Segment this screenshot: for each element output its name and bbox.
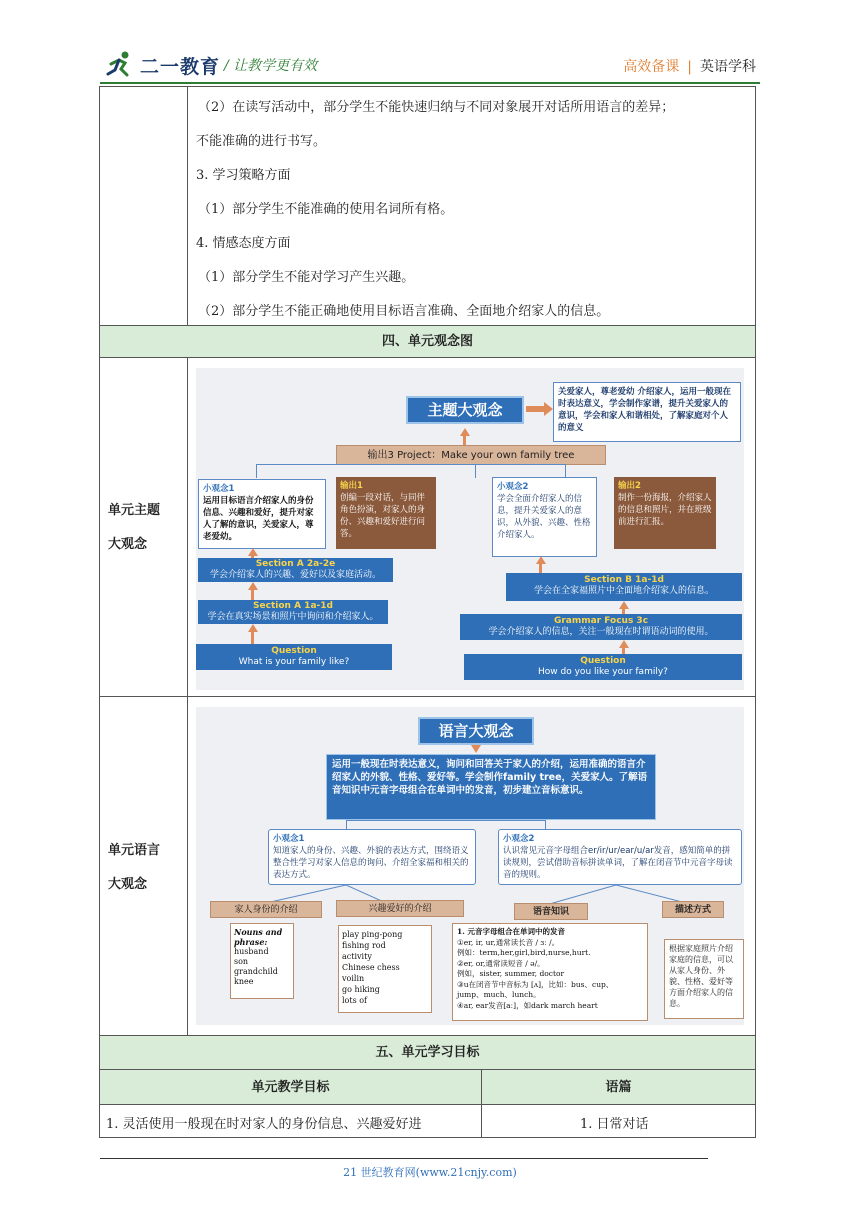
header-subject (623, 56, 756, 76)
phonetics-box (452, 923, 648, 1021)
goals-row1-col1: 1. 灵活使用一般现在时对家人的身份信息、兴趣爱好进 (106, 1117, 422, 1132)
q1-title: Question (271, 646, 317, 656)
secA1-text: 学会在真实场景和照片中询问和介绍家人。 (207, 612, 379, 622)
connector-left (256, 464, 476, 478)
tag-hobby: 兴趣爱好的介绍 (336, 900, 464, 917)
theme-label-2: 大观念 (108, 537, 148, 552)
gf-title: Grammar Focus 3c (553, 616, 649, 626)
small-concept-2 (492, 477, 597, 557)
phon-line: ①er, ir, ur,通常读长音 / ɜː /。 (457, 937, 560, 947)
q2-bar (464, 654, 742, 680)
section4-title: 四、单元观念图 (99, 325, 756, 358)
left-vline-2 (251, 589, 254, 600)
goals-header-col1: 单元教学目标 (99, 1069, 482, 1105)
tag-identity: 家人身份的介绍 (210, 901, 322, 918)
logo-text: 二一教育 (140, 56, 221, 78)
out1-title: 输出1 (340, 481, 363, 491)
lang-small1-title: 小观念1 (273, 834, 305, 844)
output3-bar: 输出3 Project：Make your own family tree (336, 445, 606, 465)
section5-title: 五、单元学习目标 (99, 1035, 756, 1070)
out2-text: 制作一份海报，介绍家人的信息和照片，并在班级前进行汇报。 (618, 493, 712, 527)
hobby-item: go hiking (342, 985, 380, 994)
secA1-bar (198, 600, 388, 624)
theme-main-arrow (526, 406, 546, 412)
language-label-1: 单元语言 (108, 843, 161, 858)
secA2-title: Section A 2a-2e (255, 559, 336, 569)
right-vline-3 (622, 647, 625, 654)
description-box: 根据家庭照片介绍家庭的信息，可以从家人身份、外貌、性格、爱好等方面介绍家人的信息。 (664, 939, 744, 1019)
q2-title: Question (580, 656, 626, 666)
hobby-item: voilin (342, 974, 365, 983)
theme-label-cell (99, 357, 188, 697)
hobby-item: play ping-pong (342, 930, 403, 939)
secB-title: Section B 1a-1d (584, 575, 664, 585)
tag-phonetics: 语音知识 (514, 903, 588, 920)
small2-text: 学会全面介绍家人的信息，提升关爱家人的意识，从外貌、兴趣、性格介绍家人。 (497, 494, 591, 540)
goals-row1-col2: 1. 日常对话 (580, 1117, 649, 1132)
nouns-title: Nouns and phrase: (234, 927, 283, 947)
phon-line: ④ar, ear发音[aː]，如dark march heart (457, 1000, 598, 1010)
intro-left-cell (99, 86, 188, 326)
intro-line-2: 不能准确的进行书写。 (196, 134, 327, 149)
small-concept-1 (198, 479, 326, 549)
runner-logo-icon (105, 50, 135, 80)
gf-text: 学会介绍家人的信息，关注一般现在时谓语动词的使用。 (488, 627, 714, 637)
left-vline-3 (251, 631, 254, 644)
hobby-box (338, 925, 432, 1013)
secB-bar (506, 573, 742, 601)
intro-line-4: （1）部分学生不能准确的使用名词所有格。 (198, 202, 454, 217)
secB-text: 学会在全家福照片中全面地介绍家人的信息。 (533, 586, 714, 596)
output1-box (336, 477, 436, 549)
out1-text: 创编一段对话，与同伴角色扮演，对家人的身份、兴趣和爱好进行问答。 (340, 493, 426, 539)
language-label-2: 大观念 (108, 877, 148, 892)
out2-title: 输出2 (618, 481, 641, 491)
phon-title: 1. 元音字母组合在单词中的发音 (457, 927, 565, 936)
language-main-title: 语言大观念 (418, 717, 534, 745)
theme-main-title: 主题大观念 (406, 396, 524, 424)
noun-item: grandchild (234, 967, 278, 976)
noun-item: knee (234, 977, 254, 986)
header-divider (100, 82, 760, 84)
tag-description: 描述方式 (662, 901, 724, 918)
lang-small2-text: 认识常见元音字母组合er/ir/ur/ear/u/ar发音，感知简单的拼读规则，尝试借助音标拼读单词，了解在闭音节中元音字母读音的规则。 (503, 846, 733, 880)
lang-small1-text: 知道家人的身份、兴趣、外貌的表达方式，围绕语义整合性学习对家人信息的询问、介绍全家福和相关的表达方式。 (273, 846, 469, 880)
q2-text: How do you like your family? (538, 667, 668, 677)
footer-divider (100, 1158, 708, 1159)
small1-text: 运用目标语言介绍家人的身份信息、兴趣和爱好，提升对家人了解的意识，关爱家人，尊老爱幼。 (203, 496, 314, 542)
noun-item: son (234, 957, 249, 966)
connector-right (476, 464, 566, 478)
theme-concept-diagram (196, 368, 744, 690)
theme-label-1: 单元主题 (108, 503, 161, 518)
header-right-2: 英语学科 (700, 59, 756, 75)
intro-line-7: （2）部分学生不能正确地使用目标语言准确、全面地介绍家人的信息。 (198, 304, 610, 319)
phon-line: ③u在闭音节中音标为 [ʌ]，比如：bus、cup、 (457, 979, 614, 989)
theme-main-arrowhead (544, 402, 553, 416)
q1-text: What is your family like? (238, 657, 350, 667)
right-vline-1 (539, 563, 542, 573)
secA2-text: 学会介绍家人的兴趣、爱好以及家庭活动。 (209, 570, 381, 580)
lang-small2-title: 小观念2 (503, 834, 535, 844)
nouns-box (230, 923, 294, 999)
intro-line-6: （1）部分学生不能对学习产生兴趣。 (198, 270, 415, 285)
theme-vline-1 (463, 435, 466, 445)
theme-main-desc: 关爱家人，尊老爱幼 介绍家人，运用一般现在时表达意义，学会制作家谱，提升关爱家人的意识，学会和家人和谐相处，了解家庭对个人的意义 (553, 382, 741, 442)
secA1-title: Section A 1a-1d (253, 601, 333, 611)
small1-title: 小观念1 (203, 484, 235, 494)
hobby-item: fishing rod (342, 941, 386, 950)
secA2-bar (198, 558, 393, 582)
intro-line-1: （2）在读写活动中，部分学生不能快速归纳与不同对象展开对话所用语言的差异； (198, 100, 675, 115)
small2-title: 小观念2 (497, 482, 529, 492)
phon-line: 例如，sister, summer, doctor (457, 969, 565, 978)
language-main-desc: 运用一般现在时表达意义，询问和回答关于家人的介绍，运用准确的语言介绍家人的外貌、性格、爱好等。学会制作family tree，关爱家人。了解语音知识中元音字母组合在单词中的发音，初步建立音标意识。 (326, 754, 656, 820)
header-separator: | (687, 59, 692, 75)
phon-line: jump、much、lunch。 (457, 990, 541, 999)
language-concept-diagram (196, 707, 744, 1025)
phon-line: 例如：term,her,girl,bird,nurse,hurt. (457, 948, 591, 957)
gf-bar (460, 614, 742, 640)
hobby-item: Chinese chess (342, 963, 400, 972)
language-label-cell (99, 696, 188, 1036)
q1-bar (196, 644, 392, 670)
noun-item: husband (234, 947, 269, 956)
phon-line: ②er, or,通常读短音 / ə/。 (457, 958, 545, 968)
hobby-item: activity (342, 952, 372, 961)
header-right-1: 高效备课 (623, 59, 680, 75)
hobby-item: lots of (342, 996, 368, 1005)
goals-header-col2: 语篇 (481, 1069, 756, 1105)
footer-text: 21 世纪教育网(www.21cnjy.com) (343, 1166, 517, 1179)
output2-box (614, 477, 716, 549)
intro-line-3: 3. 学习策略方面 (196, 168, 291, 183)
slogan: / 让教学更有效 (224, 58, 318, 74)
page-header (100, 48, 760, 84)
intro-line-5: 4. 情感态度方面 (196, 236, 291, 251)
